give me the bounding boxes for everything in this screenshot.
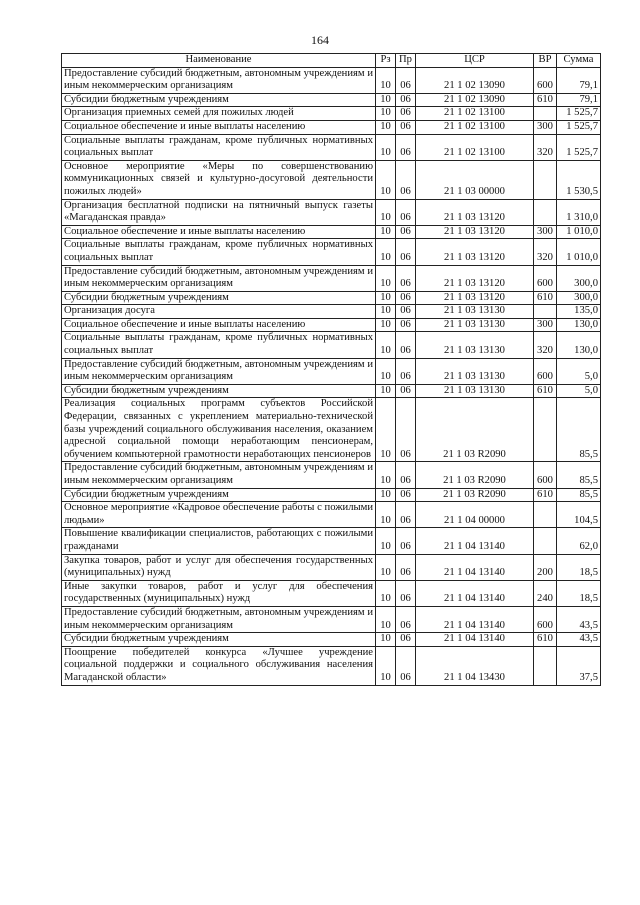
table-row — [62, 265, 601, 291]
cell-sum: 85,5 — [557, 462, 601, 488]
header-csr: ЦСР — [416, 54, 534, 68]
cell-sum: 79,1 — [557, 67, 601, 93]
cell-vr: 600 — [534, 606, 557, 632]
cell-csr: 21 1 04 13140 — [416, 528, 534, 554]
header-rz: Рз — [376, 54, 396, 68]
cell-csr: 21 1 03 13120 — [416, 199, 534, 225]
cell-pr: 06 — [396, 225, 416, 239]
cell-csr: 21 1 03 13120 — [416, 225, 534, 239]
cell-csr: 21 1 04 13140 — [416, 554, 534, 580]
cell-sum: 18,5 — [557, 580, 601, 606]
cell-name: Субсидии бюджетным учреждениям — [62, 633, 376, 647]
cell-name: Социальное обеспечение и иные выплаты населению — [62, 225, 376, 239]
cell-sum: 1 530,5 — [557, 160, 601, 199]
cell-name: Социальные выплаты гражданам, кроме публичных нормативных социальных выплат — [62, 239, 376, 265]
cell-vr: 610 — [534, 93, 557, 107]
table-row — [62, 134, 601, 160]
cell-rz: 10 — [376, 358, 396, 384]
cell-name: Предоставление субсидий бюджетным, автономным учреждениям и иным некоммерческим организациям — [62, 606, 376, 632]
cell-pr: 06 — [396, 462, 416, 488]
cell-pr: 06 — [396, 332, 416, 358]
cell-name: Основное мероприятие «Кадровое обеспечение работы с пожилыми людьми» — [62, 502, 376, 528]
cell-pr: 06 — [396, 528, 416, 554]
table-body — [62, 67, 601, 685]
cell-sum: 1 525,7 — [557, 134, 601, 160]
cell-pr: 06 — [396, 107, 416, 121]
cell-vr — [534, 305, 557, 319]
cell-pr: 06 — [396, 398, 416, 462]
cell-csr: 21 1 02 13100 — [416, 134, 534, 160]
cell-rz: 10 — [376, 318, 396, 332]
table-row — [62, 318, 601, 332]
cell-name: Социальные выплаты гражданам, кроме публичных нормативных социальных выплат — [62, 134, 376, 160]
header-sum: Сумма — [557, 54, 601, 68]
cell-vr: 320 — [534, 332, 557, 358]
cell-sum: 300,0 — [557, 265, 601, 291]
cell-name: Социальное обеспечение и иные выплаты населению — [62, 318, 376, 332]
cell-csr: 21 1 03 R2090 — [416, 488, 534, 502]
cell-rz: 10 — [376, 291, 396, 305]
cell-rz: 10 — [376, 554, 396, 580]
cell-name: Субсидии бюджетным учреждениям — [62, 384, 376, 398]
cell-csr: 21 1 03 13130 — [416, 358, 534, 384]
cell-name: Социальное обеспечение и иные выплаты населению — [62, 120, 376, 134]
cell-pr: 06 — [396, 67, 416, 93]
cell-csr: 21 1 03 R2090 — [416, 398, 534, 462]
cell-rz: 10 — [376, 67, 396, 93]
cell-rz: 10 — [376, 502, 396, 528]
cell-rz: 10 — [376, 93, 396, 107]
cell-pr: 06 — [396, 358, 416, 384]
cell-vr: 320 — [534, 239, 557, 265]
cell-vr: 240 — [534, 580, 557, 606]
cell-rz: 10 — [376, 332, 396, 358]
cell-rz: 10 — [376, 305, 396, 319]
table-row — [62, 462, 601, 488]
cell-vr — [534, 502, 557, 528]
cell-pr: 06 — [396, 554, 416, 580]
table-row — [62, 398, 601, 462]
cell-pr: 06 — [396, 265, 416, 291]
table-row — [62, 199, 601, 225]
cell-rz: 10 — [376, 225, 396, 239]
cell-sum: 300,0 — [557, 291, 601, 305]
cell-pr: 06 — [396, 134, 416, 160]
cell-vr: 300 — [534, 318, 557, 332]
cell-vr: 200 — [534, 554, 557, 580]
cell-csr: 21 1 03 13130 — [416, 332, 534, 358]
cell-rz: 10 — [376, 488, 396, 502]
table-row — [62, 305, 601, 319]
cell-name: Субсидии бюджетным учреждениям — [62, 93, 376, 107]
cell-rz: 10 — [376, 633, 396, 647]
table-row — [62, 160, 601, 199]
cell-vr: 600 — [534, 462, 557, 488]
cell-rz: 10 — [376, 265, 396, 291]
cell-vr: 600 — [534, 67, 557, 93]
cell-csr: 21 1 04 00000 — [416, 502, 534, 528]
cell-sum: 79,1 — [557, 93, 601, 107]
cell-sum: 85,5 — [557, 398, 601, 462]
cell-name: Социальные выплаты гражданам, кроме публичных нормативных социальных выплат — [62, 332, 376, 358]
cell-pr: 06 — [396, 488, 416, 502]
cell-sum: 135,0 — [557, 305, 601, 319]
cell-csr: 21 1 02 13090 — [416, 93, 534, 107]
table-row — [62, 67, 601, 93]
cell-sum: 85,5 — [557, 488, 601, 502]
cell-pr: 06 — [396, 305, 416, 319]
table-row — [62, 358, 601, 384]
cell-name: Субсидии бюджетным учреждениям — [62, 291, 376, 305]
cell-vr — [534, 107, 557, 121]
cell-sum: 104,5 — [557, 502, 601, 528]
header-pr: Пр — [396, 54, 416, 68]
table-row — [62, 384, 601, 398]
cell-rz: 10 — [376, 580, 396, 606]
cell-pr: 06 — [396, 199, 416, 225]
cell-pr: 06 — [396, 502, 416, 528]
table-row — [62, 646, 601, 685]
cell-rz: 10 — [376, 160, 396, 199]
cell-name: Предоставление субсидий бюджетным, автономным учреждениям и иным некоммерческим организациям — [62, 265, 376, 291]
cell-pr: 06 — [396, 120, 416, 134]
cell-csr: 21 1 03 13120 — [416, 265, 534, 291]
table-row — [62, 93, 601, 107]
cell-sum: 37,5 — [557, 646, 601, 685]
table-row — [62, 502, 601, 528]
cell-pr: 06 — [396, 93, 416, 107]
cell-sum: 130,0 — [557, 332, 601, 358]
cell-name: Предоставление субсидий бюджетным, автономным учреждениям и иным некоммерческим организациям — [62, 462, 376, 488]
cell-rz: 10 — [376, 398, 396, 462]
cell-name: Закупка товаров, работ и услуг для обеспечения государственных (муниципальных) нужд — [62, 554, 376, 580]
cell-csr: 21 1 03 13130 — [416, 305, 534, 319]
cell-pr: 06 — [396, 384, 416, 398]
cell-rz: 10 — [376, 239, 396, 265]
table-row — [62, 606, 601, 632]
cell-name: Организация досуга — [62, 305, 376, 319]
cell-name: Поощрение победителей конкурса «Лучшее учреждение социальной поддержки и социального обслуживания населения Магаданской области» — [62, 646, 376, 685]
cell-name: Организация бесплатной подписки на пятничный выпуск газеты «Магаданская правда» — [62, 199, 376, 225]
table-row — [62, 332, 601, 358]
cell-pr: 06 — [396, 291, 416, 305]
cell-csr: 21 1 04 13140 — [416, 606, 534, 632]
cell-sum: 5,0 — [557, 384, 601, 398]
cell-vr — [534, 199, 557, 225]
cell-name: Предоставление субсидий бюджетным, автономным учреждениям и иным некоммерческим организациям — [62, 358, 376, 384]
cell-rz: 10 — [376, 134, 396, 160]
table-row — [62, 225, 601, 239]
cell-rz: 10 — [376, 199, 396, 225]
cell-sum: 5,0 — [557, 358, 601, 384]
cell-name: Реализация социальных программ субъектов Российской Федерации, связанных с укреплением материально-технической базы учреждений социального обслуживания населения, оказанием адресной социальной помощи неработающим пенсионерам, обучением компьютерной грамотности неработающих пенсионеров — [62, 398, 376, 462]
table-row — [62, 488, 601, 502]
cell-rz: 10 — [376, 107, 396, 121]
cell-csr: 21 1 03 13130 — [416, 384, 534, 398]
cell-name: Повышение квалификации специалистов, работающих с пожилыми гражданами — [62, 528, 376, 554]
table-row — [62, 239, 601, 265]
cell-rz: 10 — [376, 462, 396, 488]
cell-vr: 600 — [534, 265, 557, 291]
cell-vr: 610 — [534, 633, 557, 647]
cell-csr: 21 1 03 13120 — [416, 291, 534, 305]
cell-vr — [534, 646, 557, 685]
budget-table — [61, 53, 601, 686]
cell-sum: 1 010,0 — [557, 225, 601, 239]
table-row — [62, 291, 601, 305]
cell-vr: 610 — [534, 488, 557, 502]
cell-vr: 300 — [534, 120, 557, 134]
cell-sum: 43,5 — [557, 606, 601, 632]
cell-vr — [534, 160, 557, 199]
cell-csr: 21 1 03 00000 — [416, 160, 534, 199]
cell-vr — [534, 398, 557, 462]
cell-csr: 21 1 02 13100 — [416, 120, 534, 134]
cell-rz: 10 — [376, 606, 396, 632]
cell-csr: 21 1 03 13120 — [416, 239, 534, 265]
cell-csr: 21 1 04 13430 — [416, 646, 534, 685]
table-row — [62, 554, 601, 580]
cell-pr: 06 — [396, 160, 416, 199]
cell-rz: 10 — [376, 646, 396, 685]
cell-pr: 06 — [396, 239, 416, 265]
cell-vr: 320 — [534, 134, 557, 160]
cell-name: Основное мероприятие «Меры по совершенствованию коммуникационных связей и культурно-досуговой деятельности пожилых людей» — [62, 160, 376, 199]
cell-sum: 18,5 — [557, 554, 601, 580]
cell-csr: 21 1 04 13140 — [416, 633, 534, 647]
cell-sum: 1 525,7 — [557, 120, 601, 134]
cell-csr: 21 1 02 13100 — [416, 107, 534, 121]
cell-sum: 130,0 — [557, 318, 601, 332]
cell-name: Организация приемных семей для пожилых людей — [62, 107, 376, 121]
cell-pr: 06 — [396, 646, 416, 685]
cell-pr: 06 — [396, 580, 416, 606]
cell-name: Субсидии бюджетным учреждениям — [62, 488, 376, 502]
cell-csr: 21 1 02 13090 — [416, 67, 534, 93]
cell-csr: 21 1 03 13130 — [416, 318, 534, 332]
cell-vr — [534, 528, 557, 554]
cell-sum: 62,0 — [557, 528, 601, 554]
cell-vr: 610 — [534, 291, 557, 305]
cell-sum: 1 010,0 — [557, 239, 601, 265]
cell-rz: 10 — [376, 120, 396, 134]
page-number: 164 — [311, 33, 329, 47]
cell-pr: 06 — [396, 633, 416, 647]
cell-vr: 600 — [534, 358, 557, 384]
cell-vr: 300 — [534, 225, 557, 239]
table-row — [62, 120, 601, 134]
cell-sum: 1 310,0 — [557, 199, 601, 225]
table-row — [62, 580, 601, 606]
cell-sum: 43,5 — [557, 633, 601, 647]
cell-name: Иные закупки товаров, работ и услуг для обеспечения государственных (муниципальных) нужд — [62, 580, 376, 606]
table-row — [62, 633, 601, 647]
cell-vr: 610 — [534, 384, 557, 398]
cell-rz: 10 — [376, 384, 396, 398]
cell-sum: 1 525,7 — [557, 107, 601, 121]
cell-pr: 06 — [396, 318, 416, 332]
cell-name: Предоставление субсидий бюджетным, автономным учреждениям и иным некоммерческим организациям — [62, 67, 376, 93]
cell-rz: 10 — [376, 528, 396, 554]
cell-csr: 21 1 04 13140 — [416, 580, 534, 606]
table-header-row — [62, 54, 601, 68]
cell-pr: 06 — [396, 606, 416, 632]
header-vr: ВР — [534, 54, 557, 68]
table-row — [62, 107, 601, 121]
cell-csr: 21 1 03 R2090 — [416, 462, 534, 488]
header-name: Наименование — [62, 54, 376, 68]
table-row — [62, 528, 601, 554]
